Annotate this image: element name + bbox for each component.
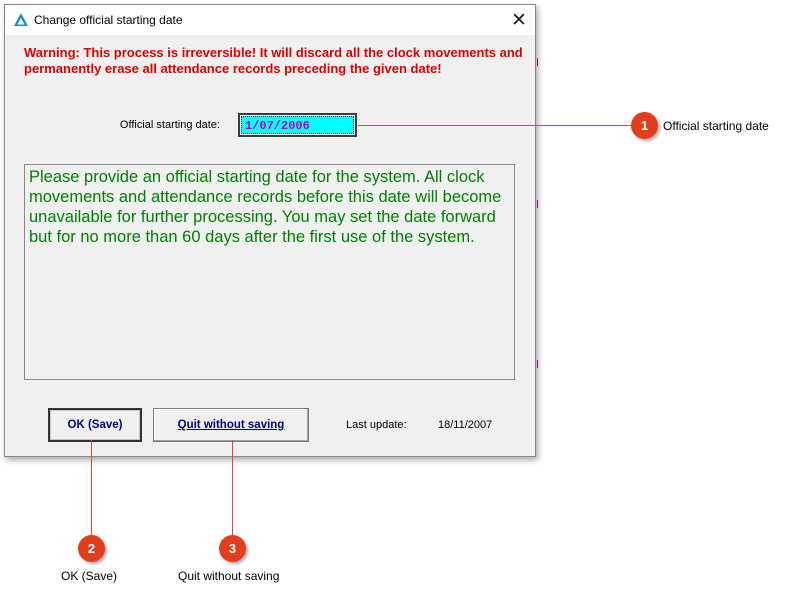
callout-line-3 xyxy=(232,440,233,536)
last-update-value: 18/11/2007 xyxy=(438,419,493,431)
callout-line-1 xyxy=(358,125,632,126)
title-bar xyxy=(5,5,535,35)
quit-without-saving-button[interactable]: Quit without saving xyxy=(153,408,309,442)
starting-date-value[interactable]: 1/07/2006 xyxy=(241,116,354,134)
edge-mark xyxy=(537,200,538,208)
edge-mark xyxy=(537,360,538,368)
callout-badge-1: 1 xyxy=(631,112,658,139)
warning-text: Warning: This process is irreversible! It will discard all the clock movements and permanently erase all attendance records preceding the given date! xyxy=(24,45,523,76)
edge-mark xyxy=(537,58,538,66)
triangle-logo-icon xyxy=(13,12,29,28)
callout-badge-2: 2 xyxy=(78,535,105,562)
date-label: Official starting date: xyxy=(119,119,220,131)
ok-save-button[interactable]: OK (Save) xyxy=(48,408,142,442)
last-update-label: Last update: xyxy=(346,419,407,431)
window-title: Change official starting date xyxy=(34,13,183,27)
info-text-box: Please provide an official starting date for the system. All clock movements and attendance records before this date will become unavailable for further processing. You may set the date forward but for no more than 60 days after the first use of the system. xyxy=(24,164,515,380)
callout-badge-3: 3 xyxy=(219,535,246,562)
callout-label-3: Quit without saving xyxy=(178,569,280,583)
callout-line-2 xyxy=(91,440,92,536)
close-icon[interactable]: ✕ xyxy=(511,9,527,31)
starting-date-input[interactable] xyxy=(238,113,357,137)
callout-label-1: Official starting date xyxy=(663,119,769,133)
callout-label-2: OK (Save) xyxy=(61,569,118,583)
dialog-window xyxy=(4,4,536,457)
